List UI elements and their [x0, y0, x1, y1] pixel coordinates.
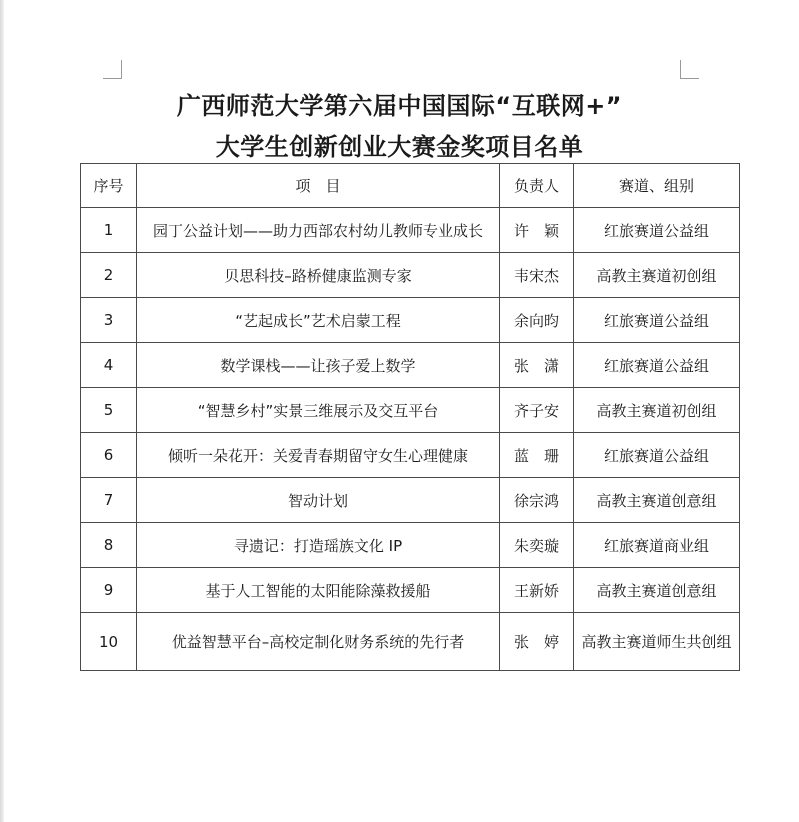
cell-track: 红旅赛道公益组 [574, 208, 740, 253]
header-no: 序号 [81, 164, 137, 208]
award-list-table [80, 163, 740, 671]
cell-lead: 朱奕璇 [500, 523, 574, 568]
cell-track: 高教主赛道师生共创组 [574, 613, 740, 671]
table-row [81, 568, 740, 613]
cell-no: 7 [81, 478, 137, 523]
cell-track: 高教主赛道初创组 [574, 253, 740, 298]
header-track: 赛道、组别 [574, 164, 740, 208]
cell-no: 6 [81, 433, 137, 478]
cell-no: 1 [81, 208, 137, 253]
cell-project: 寻遗记：打造瑶族文化 IP [137, 523, 500, 568]
cell-lead: 蓝 珊 [500, 433, 574, 478]
cell-lead: 许 颖 [500, 208, 574, 253]
cell-project: 基于人工智能的太阳能除藻救援船 [137, 568, 500, 613]
cell-lead: 余向昀 [500, 298, 574, 343]
cell-lead: 张 潇 [500, 343, 574, 388]
cell-track: 红旅赛道公益组 [574, 433, 740, 478]
cell-track: 红旅赛道公益组 [574, 343, 740, 388]
cell-lead: 张 婷 [500, 613, 574, 671]
document-title-line-1: 广西师范大学第六届中国国际“互联网+” [176, 92, 623, 120]
table-row [81, 388, 740, 433]
cell-project: 数学课栈——让孩子爱上数学 [137, 343, 500, 388]
cell-project: “智慧乡村”实景三维展示及交互平台 [137, 388, 500, 433]
cell-lead: 王新娇 [500, 568, 574, 613]
cell-no: 8 [81, 523, 137, 568]
cell-lead: 徐宗鸿 [500, 478, 574, 523]
table-row [81, 343, 740, 388]
cell-project: 园丁公益计划——助力西部农村幼儿教师专业成长 [137, 208, 500, 253]
cell-track: 高教主赛道创意组 [574, 478, 740, 523]
page-edge [0, 0, 4, 822]
table-row [81, 433, 740, 478]
header-project: 项 目 [137, 164, 500, 208]
table-row [81, 613, 740, 671]
cell-no: 2 [81, 253, 137, 298]
crop-mark-top-right [680, 60, 699, 79]
table-row [81, 523, 740, 568]
header-lead: 负责人 [500, 164, 574, 208]
table-header-row [81, 164, 740, 208]
cell-track: 高教主赛道初创组 [574, 388, 740, 433]
table-row [81, 208, 740, 253]
cell-project: “艺起成长”艺术启蒙工程 [137, 298, 500, 343]
cell-lead: 韦宋杰 [500, 253, 574, 298]
cell-no: 3 [81, 298, 137, 343]
cell-project: 智动计划 [137, 478, 500, 523]
cell-no: 9 [81, 568, 137, 613]
cell-track: 红旅赛道公益组 [574, 298, 740, 343]
document-title-line-2: 大学生创新创业大赛金奖项目名单 [215, 133, 584, 161]
cell-project: 优益智慧平台–高校定制化财务系统的先行者 [137, 613, 500, 671]
cell-track: 红旅赛道商业组 [574, 523, 740, 568]
cell-no: 10 [81, 613, 137, 671]
table-row [81, 298, 740, 343]
crop-mark-top-left [103, 60, 122, 79]
cell-project: 倾听一朵花开：关爱青春期留守女生心理健康 [137, 433, 500, 478]
cell-lead: 齐子安 [500, 388, 574, 433]
cell-track: 高教主赛道创意组 [574, 568, 740, 613]
cell-project: 贝思科技–路桥健康监测专家 [137, 253, 500, 298]
table-row [81, 253, 740, 298]
table-row [81, 478, 740, 523]
cell-no: 4 [81, 343, 137, 388]
cell-no: 5 [81, 388, 137, 433]
